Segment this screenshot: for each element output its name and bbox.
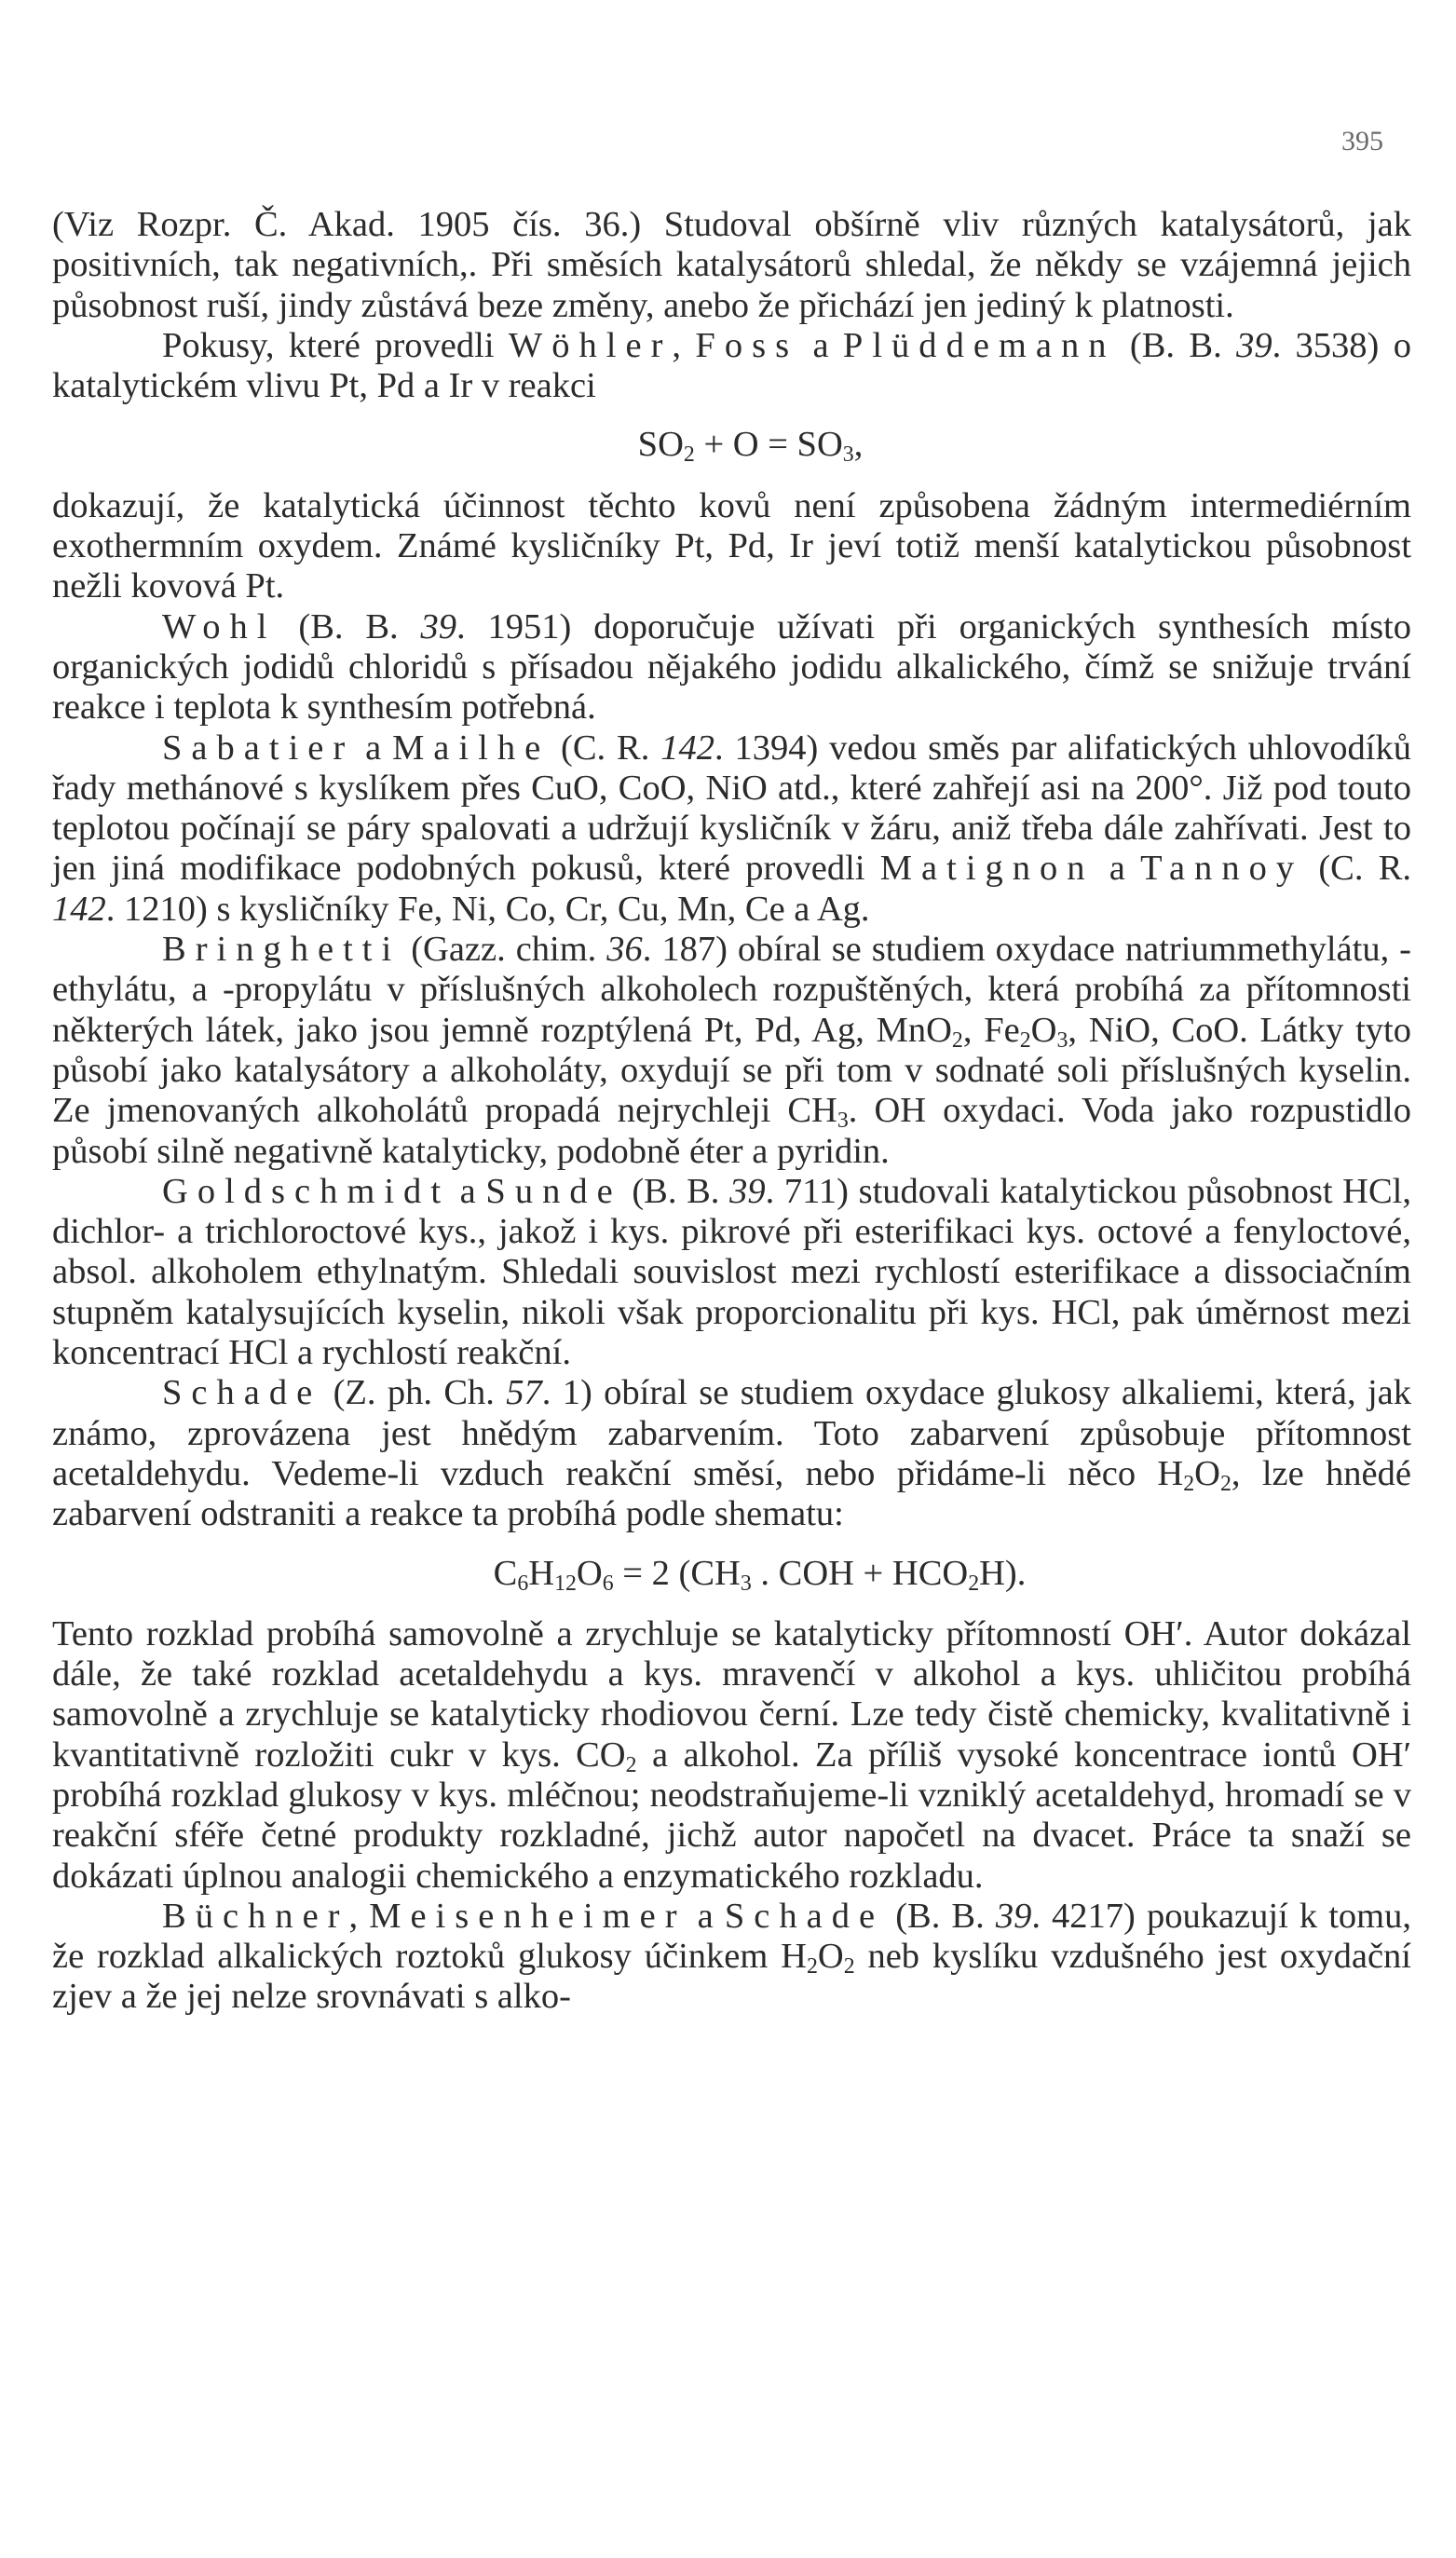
volume-number: 142 <box>52 889 106 929</box>
author-name: Plüddemann <box>842 325 1116 365</box>
text-run: (B. B. <box>621 1171 730 1211</box>
text-run: , <box>672 325 696 365</box>
text-run: a <box>354 728 393 768</box>
volume-number: 39 <box>420 606 457 646</box>
paragraph <box>52 1373 1411 1534</box>
subscript: 2 <box>1219 1471 1231 1496</box>
formula <box>52 425 1411 468</box>
text-run: . 1394) vedou směs par alifatických uhlovodíků řady methánové s kyslíkem přes CuO, CoO, NiO atd., které zahřejí asi na 200°. Již pod touto teplotou počínají se páry spalovati a udržují kysličník v žáru, aniž třeba dále zahřívati. Jest to jen jiná modifikace podobných pokusů, které provedli <box>52 728 1411 889</box>
text-run: , Fe <box>962 1010 1020 1050</box>
text-run: . 1210) s kysličníky Fe, Ni, Co, Cr, Cu, Mn, Ce a Ag. <box>105 889 870 929</box>
author-name: Foss <box>695 325 799 365</box>
subscript: 2 <box>968 1571 980 1596</box>
volume-number: 39 <box>1236 325 1272 365</box>
text-run: . 3538) o katalytickém vlivu Pt, Pd a Ir v reakci <box>52 325 1412 406</box>
paragraph <box>52 486 1411 607</box>
volume-number: 39 <box>995 1896 1032 1936</box>
text-run: SO <box>637 425 684 465</box>
author-name: Sabatier <box>162 728 355 768</box>
text-run: . OH oxydaci. Voda jako rozpustidlo působí silně negativně katalyticky, podobně éter a pyridin. <box>52 1091 1411 1171</box>
text-run: (B. B. <box>884 1896 996 1936</box>
author-name: Goldschmidt <box>162 1171 451 1211</box>
volume-number: 57 <box>506 1373 542 1413</box>
text-run: (Gazz. chim. <box>401 930 607 970</box>
formula <box>52 1554 1411 1594</box>
text-run: O <box>817 1937 844 1977</box>
text-run: C <box>493 1553 518 1593</box>
text-run: H). <box>979 1553 1027 1593</box>
body-text <box>52 205 1411 2018</box>
subscript: 12 <box>554 1571 577 1596</box>
text-run: Tento rozklad probíhá samovolně a zrychluje se katalyticky přítomností OH′. Autor dokázal dále, že také rozklad acetaldehydu a kys. mravenčí v alkohol a kys. uhličitou probíhá samovolně a zrychluje se katalyticky rhodiovou černí. Lze tedy čistě chemicky, kvalitativně i kvantitativně rozložiti cukr v kys. CO <box>52 1613 1411 1775</box>
text-run: a <box>1094 849 1141 889</box>
author-name: Sunde <box>485 1171 622 1211</box>
text-run: , lze hnědé zabarvení odstraniti a reakce ta probíhá podle shematu: <box>52 1453 1411 1534</box>
subscript: 3 <box>842 442 854 468</box>
text-run: neb kyslíku vzdušného jest oxydační zjev a že jej nelze srovnávati s alko- <box>52 1937 1411 2017</box>
text-run: dokazují, že katalytická účinnost těchto kovů není způsobena žádným intermediérním exothermním oxydem. Známé kysličníky Pt, Pd, Ir jeví totiž menší katalytickou působnost nežli kovová Pt. <box>52 485 1411 606</box>
text-run: (Viz Rozpr. Č. Akad. 1905 čís. 36.) Studoval obšírně vliv různých katalysátorů, jak positivních, tak negativních,. Při směsích katalysátorů shledal, že někdy se vzájemná jejich působnost ruší, jindy zůstává beze změny, anebo že přichází jen jediný k platnosti. <box>52 205 1411 325</box>
subscript: 2 <box>625 1752 637 1777</box>
text-run: O <box>576 1553 603 1593</box>
page-number: 395 <box>1341 126 1383 156</box>
text-run: . 187) obíral se studiem oxydace natriummethylátu, -ethylátu, a -propylátu v příslušných alkoholech rozpuštěných, která probíhá za přítomnosti některých látek, jako jsou jemně rozptýlená Pt, Pd, Ag, MnO <box>52 930 1411 1050</box>
text-run: , <box>348 1896 370 1936</box>
text-run: H <box>528 1553 555 1593</box>
text-run: a <box>798 325 843 365</box>
text-run: . 4217) poukazují k tomu, že rozklad alkalických roztoků glukosy účinkem H <box>52 1896 1411 1977</box>
text-run: = 2 (CH <box>613 1553 741 1593</box>
text-run: . 711) studovali katalytickou působnost HCl, dichlor- a trichloroctové kys., jakož i kys. pikrové při esterifikaci kys. octové a fenyloctové, absol. alkoholem ethylnatým. Shledali souvislost mezi rychlostí esterifikace a dissociačním stupněm katalysujících kyselin, nikoli však proporcionalitu při kys. HCl, pak úměrnost mezi koncentrací HCl a rychlostí reakční. <box>52 1171 1411 1373</box>
text-run: Pokusy, které provedli <box>162 325 509 365</box>
text-run: a alkohol. Za příliš vysoké koncentrace iontů OH′ probíhá rozklad glukosy v kys. mléčnou; neodstraňujeme-li vzniklý acetaldehyd, hromadí se v reakční sféře četné produkty rozkladné, jichž autor napočetl na dvacet. Práce ta snaží se dokázati úplnou analogii chemického a enzymatického rozkladu. <box>52 1735 1411 1896</box>
text-run: , <box>853 425 864 465</box>
text-run: + O = SO <box>694 425 843 465</box>
text-run: , NiO, CoO. Látky tyto působí jako katalysátory a alkoholáty, oxydují se při tom v sodnaté soli příslušných kyselin. Ze jmenovaných alkoholátů propadá nejrychleji CH <box>52 1010 1412 1131</box>
author-name: Mailhe <box>392 728 551 768</box>
text-run: a <box>450 1171 486 1211</box>
text-run: (B. B. <box>1115 325 1237 365</box>
text-run: . COH + HCO <box>751 1553 969 1593</box>
volume-number: 36 <box>606 930 643 970</box>
paragraph <box>52 930 1411 1172</box>
paragraph <box>52 326 1411 407</box>
subscript: 3 <box>837 1109 849 1134</box>
subscript: 2 <box>1019 1027 1031 1053</box>
subscript: 2 <box>806 1954 818 1980</box>
subscript: 6 <box>517 1571 529 1596</box>
author-name: Bringhetti <box>162 930 401 970</box>
subscript: 6 <box>602 1571 614 1596</box>
text-run: (Z. ph. Ch. <box>321 1373 507 1413</box>
author-name: Wohl <box>162 606 277 646</box>
paragraph <box>52 1614 1411 1897</box>
text-run: (C. R. <box>1303 849 1412 889</box>
text-run: (B. B. <box>276 606 421 646</box>
paragraph <box>52 728 1411 930</box>
author-name: Tannoy <box>1140 849 1304 889</box>
subscript: 3 <box>740 1571 752 1596</box>
paragraph <box>52 607 1411 728</box>
paragraph <box>52 205 1411 326</box>
volume-number: 142 <box>660 728 714 768</box>
author-name: Matignon <box>879 849 1095 889</box>
author-name: Schade <box>724 1896 885 1936</box>
subscript: 2 <box>951 1027 963 1053</box>
volume-number: 39 <box>729 1171 766 1211</box>
author-name: Meisenheimer <box>369 1896 687 1936</box>
text-run: (C. R. <box>550 728 661 768</box>
text-run: . 1) obíral se studiem oxydace glukosy alkaliemi, která, jak známo, zprovázena jest hnědým zabarvením. Toto zabarvení způsobuje přítomnost acetaldehydu. Vedeme-li vzduch reakční směsí, nebo přidáme-li něco H <box>52 1373 1411 1493</box>
text-run: . 1951) doporučuje užívati při organických synthesích místo organických jodidů chloridů s přísadou nějakého jodidu alkalického, čímž se snižuje trvání reakce i teplota k synthesím potřebná. <box>52 606 1411 728</box>
paragraph <box>52 1172 1411 1373</box>
author-name: Schade <box>162 1373 322 1413</box>
text-run: a <box>686 1896 725 1936</box>
subscript: 2 <box>1183 1471 1195 1496</box>
paragraph <box>52 1897 1411 2018</box>
subscript: 2 <box>683 442 695 468</box>
author-name: Büchner <box>162 1896 349 1936</box>
subscript: 2 <box>843 1954 855 1980</box>
subscript: 3 <box>1056 1027 1068 1053</box>
author-name: Wöhler <box>508 325 673 365</box>
text-run: O <box>1030 1010 1057 1050</box>
text-run: O <box>1194 1453 1220 1493</box>
